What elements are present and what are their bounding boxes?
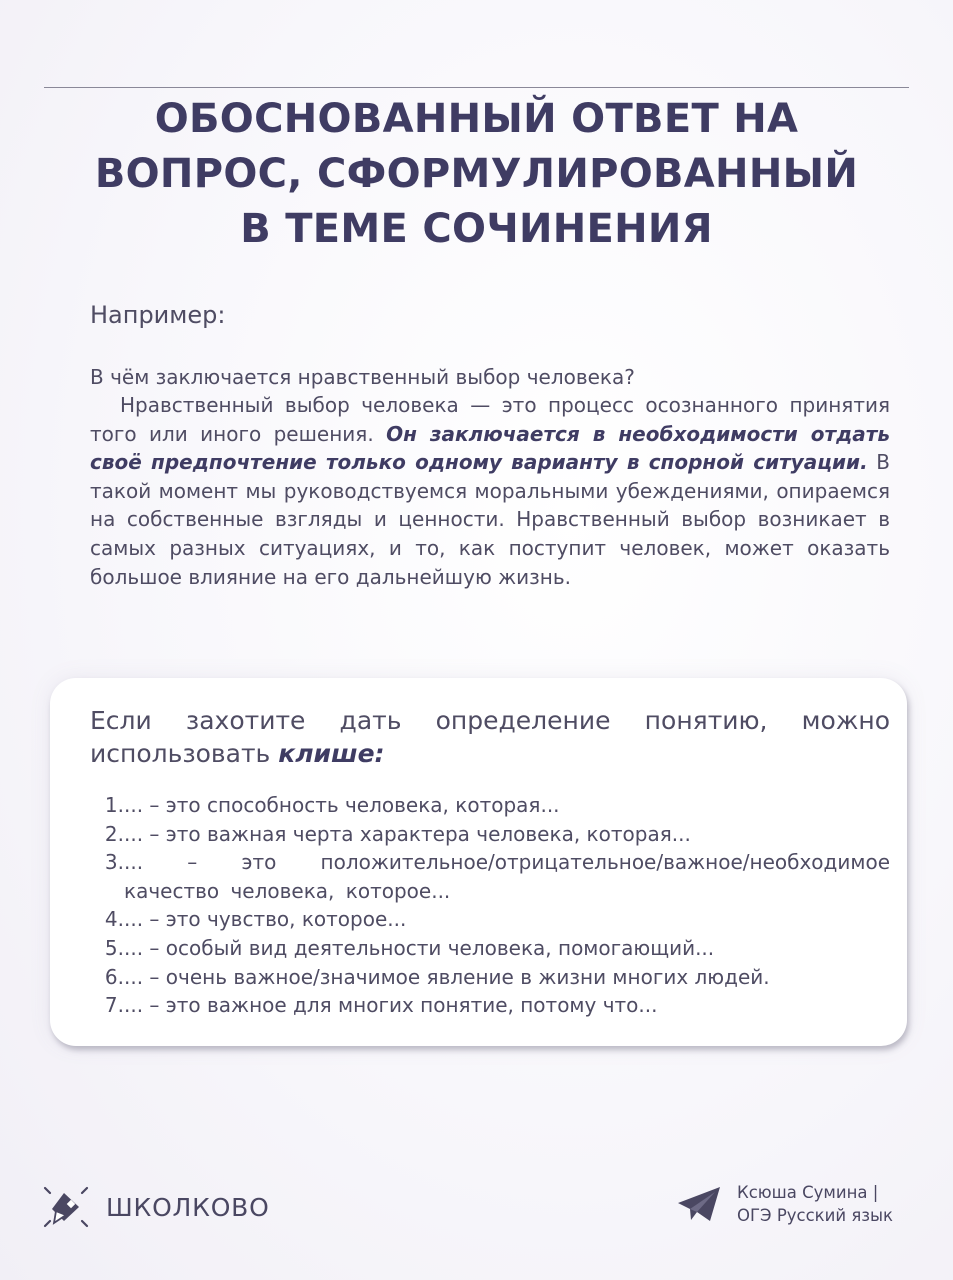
list-item xyxy=(90,934,890,963)
telegram-icon xyxy=(677,1186,721,1222)
example-label: Например: xyxy=(90,301,226,329)
card-intro-text: Если захотите дать определение понятию, можно использовать xyxy=(90,706,890,768)
example-answer xyxy=(90,391,890,591)
list-item-text: ... – это способность человека, которая... xyxy=(124,793,560,817)
list-item xyxy=(90,991,890,1020)
cliche-card xyxy=(50,678,907,1046)
list-item xyxy=(90,963,890,992)
example-question: В чём заключается нравственный выбор человека? xyxy=(90,365,635,389)
list-item-text: ... – это чувство, которое... xyxy=(124,907,407,932)
cliche-list xyxy=(90,791,890,1020)
school-logo-icon xyxy=(42,1185,90,1229)
answer-part2: В такой момент мы руководствуемся моральными убеждениями, опираемся на собственные взгляды и ценности. Нравственный выбор возникает в самых разных ситуациях, и то, как поступит человек, может оказать большое влияние на его дальнейшую жизнь. xyxy=(90,450,891,589)
list-item xyxy=(90,820,890,849)
list-item-text: ... – очень важное/значимое явление в жизни многих людей. xyxy=(124,964,770,989)
page-title xyxy=(40,92,913,257)
list-item-text: ... – это важное для многих понятие, потому что... xyxy=(124,993,658,1018)
list-item-number: 1. xyxy=(104,793,124,817)
list-item-number: 4. xyxy=(104,907,124,932)
list-item xyxy=(90,848,890,905)
list-item-text: ... – это важная черта характера человека, которая... xyxy=(124,821,691,846)
author-line: ОГЭ Русский язык xyxy=(737,1206,894,1225)
author-credit xyxy=(737,1181,893,1227)
list-item xyxy=(90,791,890,820)
title-line: В ТЕМЕ СОЧИНЕНИЯ xyxy=(240,206,713,252)
top-divider xyxy=(44,87,909,88)
list-item-number: 2. xyxy=(104,821,124,846)
answer-part1: Нравственный выбор человека — это процесс осознанного принятия того или иного решения. xyxy=(90,393,890,446)
card-intro-emphasis: клише: xyxy=(278,739,385,768)
list-item xyxy=(90,905,890,934)
list-item-number: 5. xyxy=(104,935,124,960)
brand-name: ШКОЛКОВО xyxy=(106,1193,270,1222)
answer-emphasis: Он заключается в необходимости отдать своё предпочтение только одному варианту в спорной ситуации. xyxy=(90,421,891,475)
list-item-text: ... – особый вид деятельности человека, помогающий... xyxy=(124,935,715,960)
list-item-number: 3. xyxy=(104,850,124,875)
card-intro xyxy=(90,704,890,770)
list-item-number: 7. xyxy=(104,993,124,1018)
title-line: ВОПРОС, СФОРМУЛИРОВАННЫЙ xyxy=(94,151,859,197)
list-item-number: 6. xyxy=(104,964,124,989)
title-line: ОБОСНОВАННЫЙ ОТВЕТ НА xyxy=(154,96,799,142)
author-line: Ксюша Сумина | xyxy=(737,1183,879,1202)
list-item-text: ... – это положительное/отрицательное/важное/необходимое качество человека, которое... xyxy=(124,850,890,903)
